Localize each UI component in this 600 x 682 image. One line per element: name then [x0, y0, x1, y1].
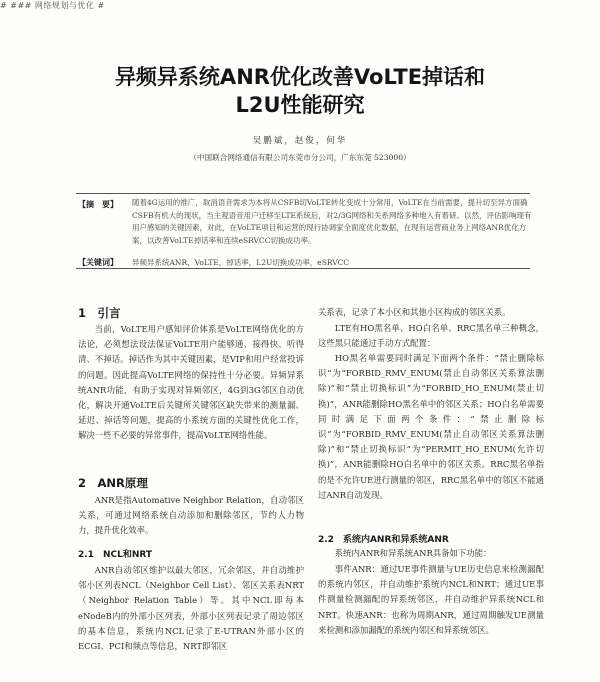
right-column-para-1: 关系表，记录了本小区和其他小区构成的邻区关系。 — [318, 307, 511, 317]
section-1-body: 当前，VoLTE用户感知评价体系是VoLTE网络优化的方法论，必须想法设法保证VoLTE用户能够通、接得快、听得清、不掉话。掉话作为其中关键因素，是VIP和用户经常投诉的问题。因此提高VoLTE网络的保持性十分必要。异频异系统ANR功能，有助于实现对异频邻区，4G到3G邻区自动优化，解决开通VoLTE后关键所关键邻区缺失带来的测量漏、延迟、掉话等问题，提高的小系统方面的关键性优化工作，解决一些不必要的异常事件，提高VoLTE网络性能。 — [78, 324, 304, 441]
section-2-1-body: ANR自动邻区维护以最大邻区，冗余邻区，并自动维护邻小区列表NCL（Neighbor Cell List）、邻区关系表NRT（Neighbor Relation Table）等。其中NCL即每本eNodeB内的外部小区列表，外部小区列表记录了周边邻区的基本信息，系统内NCL记录了E-UTRAN外部小区的ECGI、PCI和频点等信息，NRT即邻区 — [78, 565, 304, 652]
abstract-top-rule — [76, 193, 530, 194]
section-2-body: ANR是指Automative Neighbor Relation，自动邻区关系，可通过网络系统自动添加和删除邻区，节约人力物力，提升优化效率。 — [78, 495, 304, 536]
right-column-para-2: LTE有HO黑名单、HO白名单、RRC黑名单三种概念，这些黑只能通过手动方式配置： — [318, 323, 544, 349]
section-2-2-para-2: 事件ANR：通过UE事件测量与UE历史信息来检测漏配的系统内邻区，并自动维护系统内NCL和NRT；通过UE事件测量检测漏配的异系统邻区，并自动维护异系统NCL和NRT。快速ANR：也称为周期ANR，通过周期触发UE测量来检测和添加漏配的系统内邻区和异系统邻区。 — [318, 564, 544, 635]
abstract-text: 随着4G运用的推广，取消语音需求为本将从CSFB切VoLTE转化变成十分常用，VoLTE在当前需要，提升切至异方面确CSFB有机大的现状，当主观语音用户迁移至LTE系统后，对2/3G网络和关系网络多种地入有着研。以然，评估影响现有用户感知的关键因素，对此，在VoLTE项目和运营的现行协调家全面度优化数据，在现有运营商业务上网络ANR优化方案，以改善VoLTE掉话率和连续eSRVCC切换成功率。 — [132, 198, 532, 245]
right-column-para-3: HO黑名单需要同时满足下面两个条件：“禁止删除标识”为“FORBID_RMV_ENUM(禁止自动邻区关系算法删除)”和“禁止切换标识”为“FORBID_HO_ENUM(禁止切换)”，ANR能删除HO黑名单中的邻区关系；HO白名单需要同时满足下面两个条件：“禁止删除标识”为“FORBID_RMV_ENUM(禁止自动邻区关系算法删除)”和“禁止切换标识”为“PERMIT_HO_ENUM(允许切换)”，ANR能删除HO白名单中的邻区关系。RRC黑名单指的是不允许UE进行测量的邻区，RRC黑名单中的邻区不能通过ANR自动发现。 — [318, 353, 544, 500]
keywords-label: 【关键词】 — [78, 257, 118, 267]
title-line-1: 异频异系统ANR优化改善VoLTE掉话和 — [114, 65, 486, 89]
title-line-2: L2U性能研究 — [235, 93, 365, 117]
section-2-2-para-1: 系统内ANR和异系统ANR具备如下功能： — [334, 548, 492, 558]
journal-header: # ### 网络规划与优化 # — [0, 1, 105, 10]
abstract-label: 【摘 要】 — [78, 199, 118, 209]
section-2-heading: 2 ANR原理 — [78, 476, 148, 490]
section-1-heading: 1 引言 — [78, 306, 121, 320]
section-2-1-heading: 2.1 NCL和NRT — [78, 550, 153, 560]
section-2-2-heading: 2.2 系统内ANR和异系统ANR — [318, 535, 449, 545]
keywords-text: 异频异系统ANR，VoLTE，掉话率，L2U切换成功率，eSRVCC — [132, 258, 350, 267]
abstract-bottom-rule — [76, 268, 530, 269]
affiliation: （中国联合网络通信有限公司东莞市分公司，广东东莞 523000） — [189, 153, 411, 162]
authors: 吴鹏斌，赵俊，何华 — [252, 136, 348, 146]
